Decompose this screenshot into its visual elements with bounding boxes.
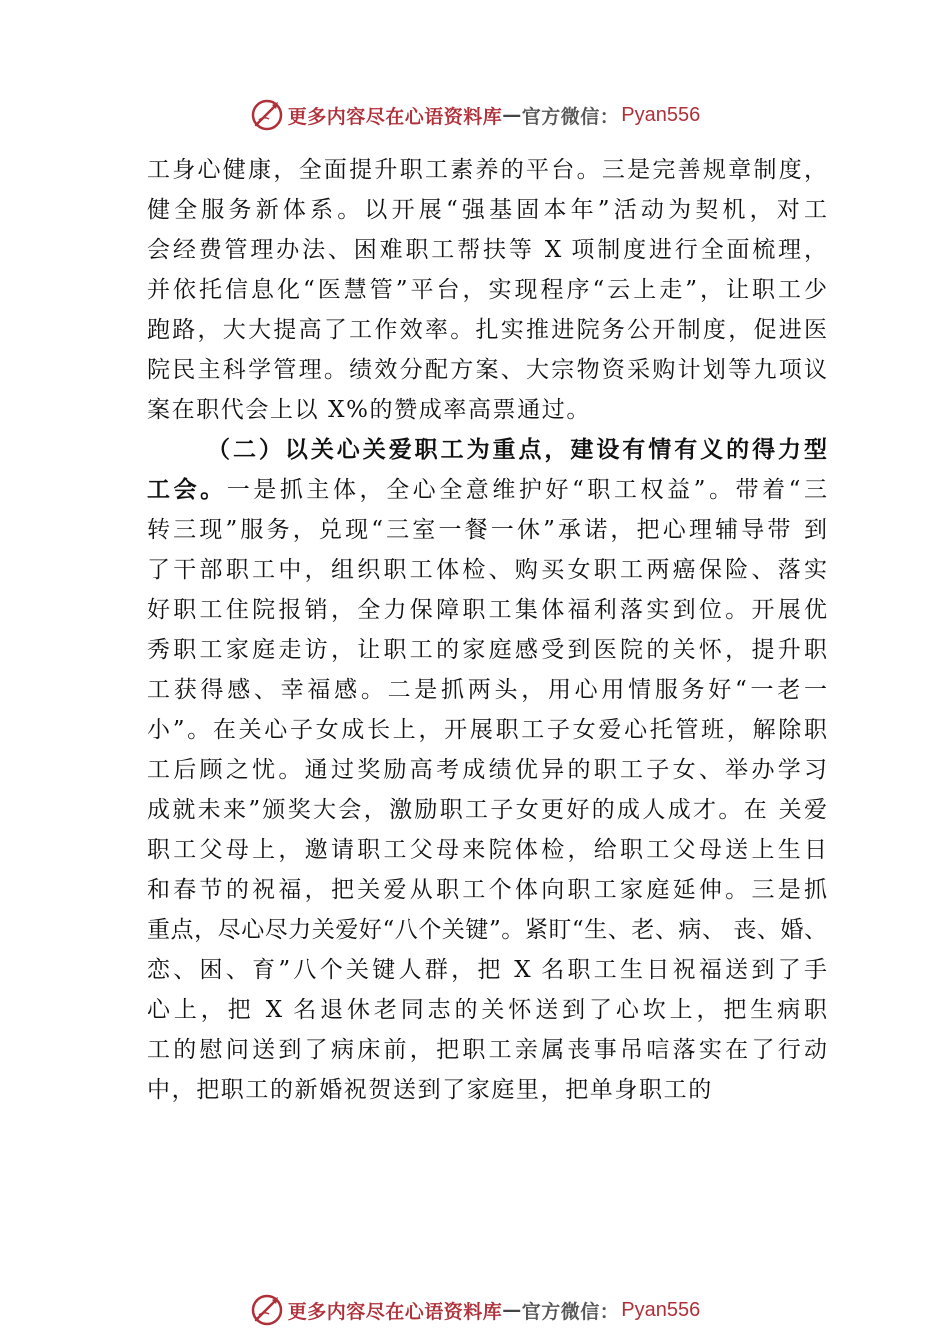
body-line: 转三现”服务，兑现“三室一餐一休”承诺，把心理辅导带 到 (147, 517, 827, 543)
banner-title: 更多内容尽在心语资料库 (287, 1300, 503, 1323)
body-line: 工后顾之忧。通过奖励高考成绩优异的职工子女、举办学习 (147, 757, 827, 783)
body-line: 工获得感、幸福感。二是抓两头，用心用情服务好“一老一 (147, 677, 827, 703)
body-line: 院民主科学管理。绩效分配方案、大宗物资采购计划等九项议 (147, 357, 827, 383)
body-line: 会经费管理办法、困难职工帮扶等 X 项制度进行全面梳理， (147, 237, 827, 263)
banner-wechat-id: Pyan556 (621, 1298, 701, 1321)
banner-wechat-label: 官方微信： (521, 1300, 620, 1323)
body-line: 案在职代会上以 X%的赞成率高票通过。 (147, 397, 591, 423)
body-line: 跑路，大大提高了工作效率。扎实推进院务公开制度，促进医 (147, 317, 827, 343)
body-line: 工的慰问送到了病床前，把职工亲属丧事吊唁落实在了行动 (147, 1037, 827, 1063)
body-line: 重点，尽心尽力关爱好“八个关键”。紧盯“生、老、病、 丧、婚、 (147, 917, 827, 943)
body-line: 并依托信息化“医慧管”平台，实现程序“云上走”，让职工少 (147, 277, 827, 303)
header-banner (0, 95, 950, 135)
pen-logo-icon (250, 98, 284, 132)
body-line: 了干部职工中，组织职工体检、购买女职工两癌保险、落实 (147, 557, 827, 583)
section-heading-end: 工会。 (147, 476, 227, 503)
body-line: 秀职工家庭走访，让职工的家庭感受到医院的关怀，提升职 (147, 637, 827, 663)
body-line: 恋、困、育”八个关键人群，把 X 名职工生日祝福送到了手 (147, 957, 827, 983)
pen-logo-icon (250, 1293, 284, 1327)
body-line: 中，把职工的新婚祝贺送到了家庭里，把单身职工的 (147, 1077, 713, 1103)
section-heading-continuation (147, 470, 827, 510)
body-line: 好职工住院报销，全力保障职工集体福利落实到位。开展优 (147, 597, 827, 623)
banner-dash: — (502, 1299, 522, 1321)
section-text: 一是抓主体，全心全意维护好“职工权益”。带着“三 (226, 477, 827, 503)
section-heading: （二）以关心关爱职工为重点，建设有情有义的得力型 (207, 436, 827, 463)
footer-banner (0, 1290, 950, 1330)
body-line: 工身心健康，全面提升职工素养的平台。三是完善规章制度， (147, 157, 827, 183)
body-line: 职工父母上，邀请职工父母来院体检，给职工父母送上生日 (147, 837, 827, 863)
body-line: 小”。在关心子女成长上，开展职工子女爱心托管班，解除职 (147, 717, 827, 743)
banner-dash: — (502, 104, 522, 126)
document-body (147, 150, 827, 1110)
body-line: 成就未来”颁奖大会，激励职工子女更好的成人成才。在 关爱 (147, 797, 827, 823)
banner-title: 更多内容尽在心语资料库 (287, 105, 503, 128)
body-line: 心上，把 X 名退休老同志的关怀送到了心坎上，把生病职 (147, 997, 827, 1023)
banner-wechat-label: 官方微信： (521, 105, 620, 128)
banner-wechat-id: Pyan556 (621, 103, 701, 126)
body-line: 和春节的祝福，把关爱从职工个体向职工家庭延伸。三是抓 (147, 877, 827, 903)
body-line: 健全服务新体系。以开展“强基固本年”活动为契机，对工 (147, 197, 827, 223)
